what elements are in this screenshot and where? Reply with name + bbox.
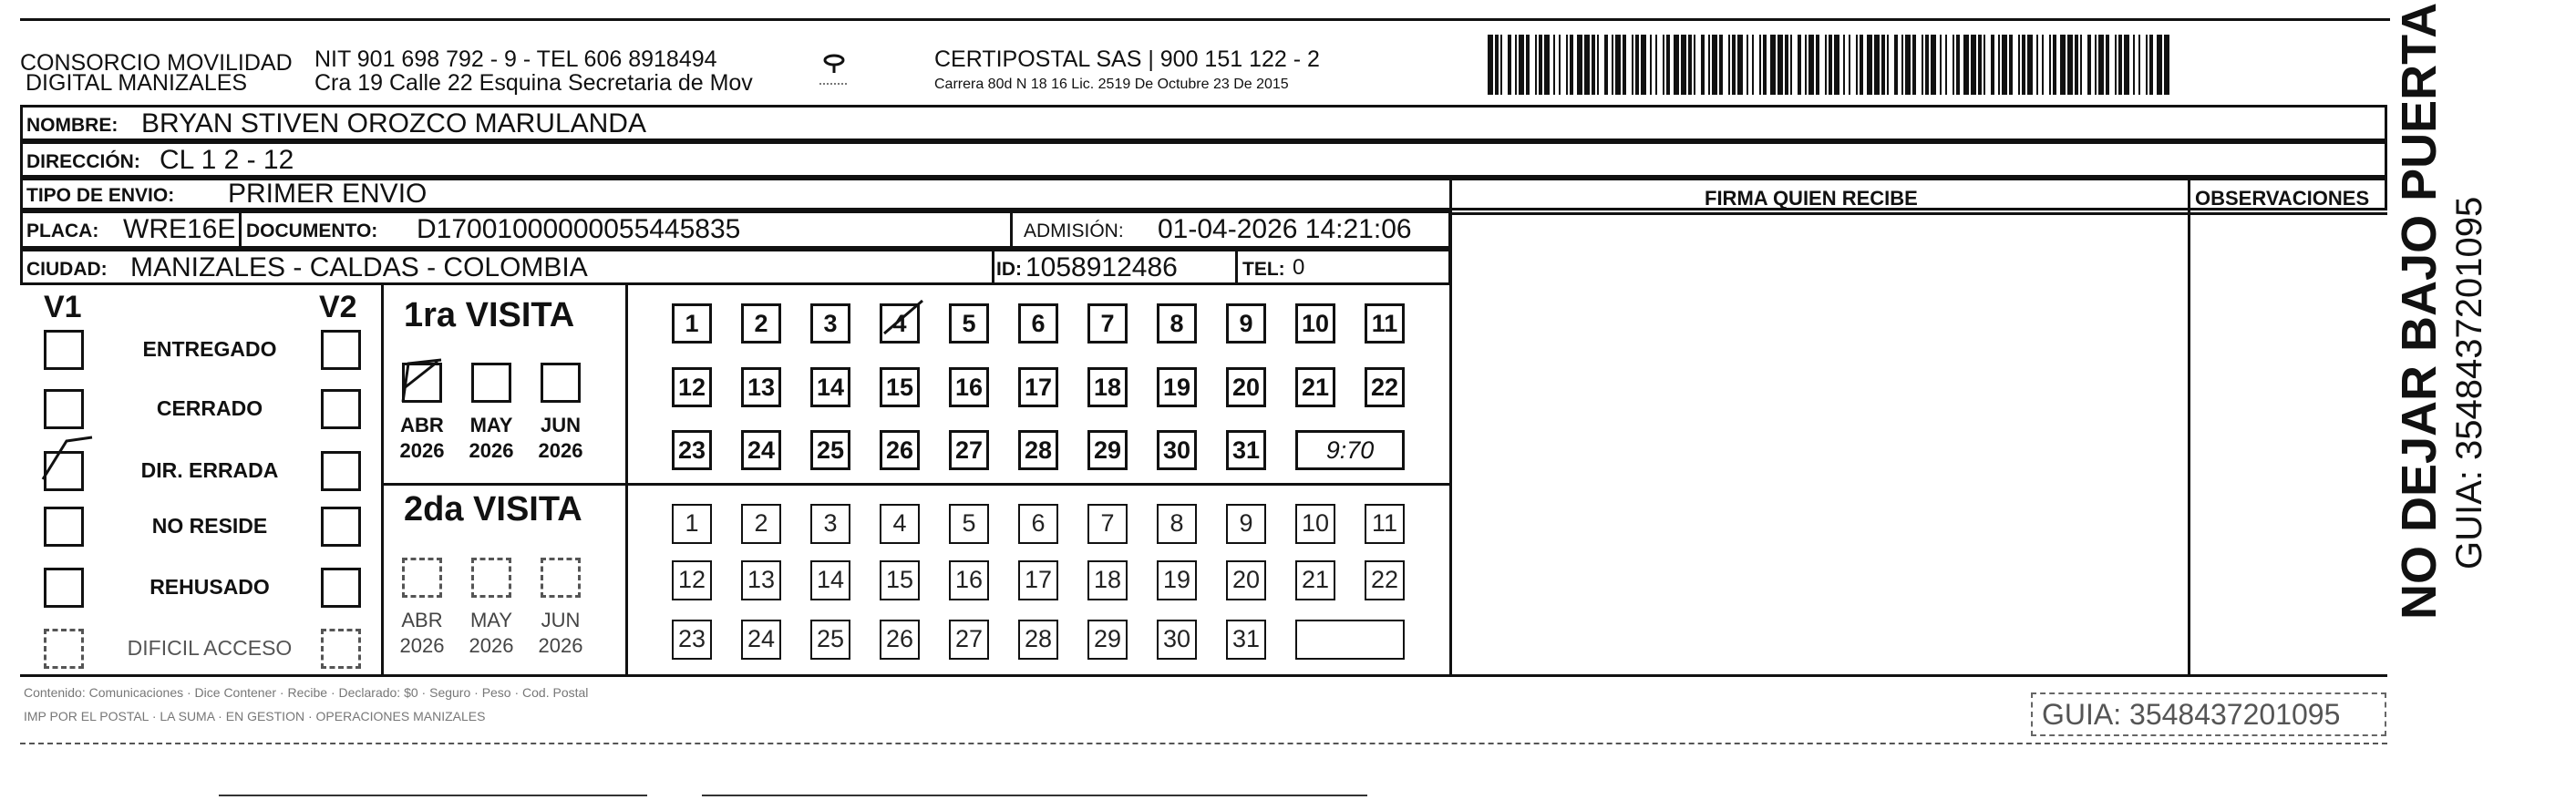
visit1-year-label: 2026 bbox=[538, 439, 583, 462]
recipient-address: CL 1 2 - 12 bbox=[160, 145, 294, 175]
visit1-day-6[interactable]: 6 bbox=[1018, 303, 1058, 344]
visit2-month-label: ABR bbox=[401, 609, 443, 631]
visit2-day-14[interactable]: 14 bbox=[810, 560, 850, 600]
divider-document bbox=[1010, 210, 1013, 249]
visit1-title: 1ra VISITA bbox=[404, 296, 575, 334]
divider-plate bbox=[239, 210, 242, 249]
divider-tel bbox=[1235, 249, 1238, 285]
visit1-day-19[interactable]: 19 bbox=[1157, 367, 1197, 407]
visit2-day-25[interactable]: 25 bbox=[810, 620, 850, 660]
status-label: CERRADO bbox=[156, 396, 263, 420]
visit1-day-31[interactable]: 31 bbox=[1226, 430, 1266, 470]
visit1-day-11[interactable]: 11 bbox=[1365, 303, 1405, 344]
company-nit: NIT 901 698 792 - 9 - TEL 606 8918494 bbox=[314, 46, 717, 72]
plate-row bbox=[20, 210, 1451, 249]
visit1-day-29[interactable]: 29 bbox=[1087, 430, 1128, 470]
tel-value: 0 bbox=[1293, 255, 1305, 280]
visit2-day-5[interactable]: 5 bbox=[949, 504, 989, 544]
v2-checkbox-cerrado[interactable] bbox=[321, 389, 361, 429]
status-label: NO RESIDE bbox=[151, 514, 268, 538]
visit2-day-28[interactable]: 28 bbox=[1018, 620, 1058, 660]
visit1-day-15[interactable]: 15 bbox=[880, 367, 920, 407]
visit1-month-checkbox-jun[interactable] bbox=[541, 363, 581, 403]
v2-header: V2 bbox=[319, 290, 357, 324]
tel-label: TEL: bbox=[1242, 259, 1285, 280]
v2-checkbox-entregado[interactable] bbox=[321, 330, 361, 370]
divider-id bbox=[992, 249, 994, 285]
v1-checkbox-entregado[interactable] bbox=[44, 330, 84, 370]
name-row bbox=[20, 105, 2387, 141]
signature-header: FIRMA QUIEN RECIBE bbox=[1705, 187, 1918, 210]
v2-checkbox-dificil-acceso[interactable] bbox=[321, 629, 361, 669]
admission-value: 01-04-2026 14:21:06 bbox=[1158, 214, 1412, 244]
observations-header: OBSERVACIONES bbox=[2195, 187, 2370, 210]
signature-area[interactable] bbox=[1454, 215, 2183, 671]
footer-guide-text: GUIA: 3548437201095 bbox=[2042, 698, 2341, 731]
admission-label: ADMISIÓN: bbox=[1024, 221, 1124, 241]
visit2-day-11[interactable]: 11 bbox=[1365, 504, 1405, 544]
visit1-day-7[interactable]: 7 bbox=[1087, 303, 1128, 344]
visit1-month-checkbox-may[interactable] bbox=[471, 363, 511, 403]
visit1-day-17[interactable]: 17 bbox=[1018, 367, 1058, 407]
visit1-day-8[interactable]: 8 bbox=[1157, 303, 1197, 344]
courier-line1: CERTIPOSTAL SAS | 900 151 122 - 2 bbox=[934, 46, 1320, 72]
day-check-mark bbox=[879, 297, 933, 361]
plate-value: WRE16E bbox=[123, 214, 236, 244]
visit1-day-21[interactable]: 21 bbox=[1295, 367, 1335, 407]
visit1-time-box[interactable] bbox=[1295, 430, 1405, 470]
footer-bottom-line bbox=[20, 743, 2387, 744]
top-rule bbox=[20, 18, 2390, 21]
observations-area[interactable] bbox=[2192, 215, 2384, 671]
visit1-day-2[interactable]: 2 bbox=[741, 303, 781, 344]
visit1-day-4[interactable]: 4 bbox=[880, 303, 920, 344]
visit2-time-box[interactable] bbox=[1295, 620, 1405, 660]
courier-line2: Carrera 80d N 18 16 Lic. 2519 De Octubre 23 De 2015 bbox=[934, 77, 1289, 92]
visit2-day-6[interactable]: 6 bbox=[1018, 504, 1058, 544]
visit1-month-checkbox-abr[interactable] bbox=[402, 363, 442, 403]
visit2-day-21[interactable]: 21 bbox=[1295, 560, 1335, 600]
visit2-month-checkbox-may[interactable] bbox=[471, 558, 511, 598]
visit2-day-18[interactable]: 18 bbox=[1087, 560, 1128, 600]
visit2-day-30[interactable]: 30 bbox=[1157, 620, 1197, 660]
barcode bbox=[1488, 35, 2169, 95]
visit2-day-12[interactable]: 12 bbox=[672, 560, 712, 600]
visit2-day-24[interactable]: 24 bbox=[741, 620, 781, 660]
visit2-day-9[interactable]: 9 bbox=[1226, 504, 1266, 544]
certipostal-logo-icon bbox=[816, 51, 852, 93]
visit1-day-23[interactable]: 23 bbox=[672, 430, 712, 470]
scan-line-1 bbox=[219, 795, 647, 796]
visit1-year-label: 2026 bbox=[399, 439, 445, 462]
visit1-day-25[interactable]: 25 bbox=[810, 430, 850, 470]
visit2-day-19[interactable]: 19 bbox=[1157, 560, 1197, 600]
visit1-day-26[interactable]: 26 bbox=[880, 430, 920, 470]
v2-checkbox-dir-errada[interactable] bbox=[321, 451, 361, 491]
signature-left-border bbox=[1449, 178, 1452, 674]
visit-divider bbox=[381, 483, 1449, 486]
id-label: ID: bbox=[996, 259, 1022, 280]
visit1-day-12[interactable]: 12 bbox=[672, 367, 712, 407]
shipment-label: TIPO DE ENVIO: bbox=[26, 185, 175, 206]
name-label: NOMBRE: bbox=[26, 115, 118, 136]
visit1-month-divider bbox=[625, 285, 628, 674]
visit1-day-10[interactable]: 10 bbox=[1295, 303, 1335, 344]
visit1-day-24[interactable]: 24 bbox=[741, 430, 781, 470]
footer-guide-box bbox=[2031, 692, 2386, 736]
visit2-day-17[interactable]: 17 bbox=[1018, 560, 1058, 600]
visit2-day-2[interactable]: 2 bbox=[741, 504, 781, 544]
visit1-day-14[interactable]: 14 bbox=[810, 367, 850, 407]
visit2-year-label: 2026 bbox=[399, 634, 445, 657]
visit2-day-16[interactable]: 16 bbox=[949, 560, 989, 600]
v1-checkbox-cerrado[interactable] bbox=[44, 389, 84, 429]
form-bottom-line bbox=[20, 674, 2387, 677]
status-label: ENTREGADO bbox=[142, 337, 277, 361]
no-dejar-bajo-puerta-text: NO DEJAR BAJO PUERTA bbox=[2392, 2, 2447, 620]
visit1-day-9[interactable]: 9 bbox=[1226, 303, 1266, 344]
v1-checkbox-dificil-acceso[interactable] bbox=[44, 629, 84, 669]
v1-checkbox-rehusado[interactable] bbox=[44, 568, 84, 608]
id-value: 1058912486 bbox=[1025, 252, 1178, 282]
document-value: D17001000000055445835 bbox=[417, 214, 741, 244]
visit1-month-label: ABR bbox=[400, 414, 444, 436]
status-label: DIFICIL ACCESO bbox=[127, 636, 293, 660]
handwritten-time: 9:70 bbox=[1325, 436, 1375, 464]
side-guide-number: GUIA: 3548437201095 bbox=[2449, 196, 2489, 569]
visit2-year-label: 2026 bbox=[469, 634, 514, 657]
visit2-day-27[interactable]: 27 bbox=[949, 620, 989, 660]
visit2-day-7[interactable]: 7 bbox=[1087, 504, 1128, 544]
company-address: Cra 19 Calle 22 Esquina Secretaria de Mov bbox=[314, 70, 753, 96]
footer-fine-line2: IMP POR EL POSTAL · LA SUMA · EN GESTION · OPERACIONES MANIZALES bbox=[24, 709, 486, 723]
visit1-day-1[interactable]: 1 bbox=[672, 303, 712, 344]
visit2-day-13[interactable]: 13 bbox=[741, 560, 781, 600]
observations-left-border bbox=[2188, 178, 2190, 674]
visit2-day-15[interactable]: 15 bbox=[880, 560, 920, 600]
visit2-day-22[interactable]: 22 bbox=[1365, 560, 1405, 600]
visit1-day-30[interactable]: 30 bbox=[1157, 430, 1197, 470]
visit1-day-28[interactable]: 28 bbox=[1018, 430, 1058, 470]
footer-fine-line1: Contenido: Comunicaciones · Dice Contener · Recibe · Declarado: $0 · Seguro · Peso · Cod. Postal bbox=[24, 685, 589, 700]
visit1-month-label: JUN bbox=[540, 414, 581, 436]
visit1-day-3[interactable]: 3 bbox=[810, 303, 850, 344]
city-label: CIUDAD: bbox=[26, 259, 108, 280]
visit1-day-22[interactable]: 22 bbox=[1365, 367, 1405, 407]
status-label: DIR. ERRADA bbox=[140, 458, 279, 482]
visit2-day-1[interactable]: 1 bbox=[672, 504, 712, 544]
visit1-year-label: 2026 bbox=[469, 439, 514, 462]
v1-checkbox-dir-errada[interactable] bbox=[44, 451, 84, 491]
status-divider bbox=[381, 285, 384, 674]
plate-label: PLACA: bbox=[26, 221, 99, 241]
visit1-day-5[interactable]: 5 bbox=[949, 303, 989, 344]
recipient-name: BRYAN STIVEN OROZCO MARULANDA bbox=[141, 108, 646, 138]
v1-header: V1 bbox=[44, 290, 82, 324]
visit1-month-label: MAY bbox=[469, 414, 513, 436]
company-name-line2: DIGITAL MANIZALES bbox=[26, 70, 248, 96]
visit2-day-4[interactable]: 4 bbox=[880, 504, 920, 544]
visit2-day-20[interactable]: 20 bbox=[1226, 560, 1266, 600]
visit2-month-label: MAY bbox=[469, 609, 513, 631]
visit1-day-18[interactable]: 18 bbox=[1087, 367, 1128, 407]
v2-checkbox-rehusado[interactable] bbox=[321, 568, 361, 608]
visit2-day-29[interactable]: 29 bbox=[1087, 620, 1128, 660]
scan-line-2 bbox=[702, 795, 1367, 796]
visit2-day-8[interactable]: 8 bbox=[1157, 504, 1197, 544]
city-value: MANIZALES - CALDAS - COLOMBIA bbox=[130, 252, 588, 282]
visit2-year-label: 2026 bbox=[538, 634, 583, 657]
visit2-day-23[interactable]: 23 bbox=[672, 620, 712, 660]
visit1-day-20[interactable]: 20 bbox=[1226, 367, 1266, 407]
visit2-day-26[interactable]: 26 bbox=[880, 620, 920, 660]
address-label: DIRECCIÓN: bbox=[26, 151, 140, 172]
shipment-row bbox=[20, 178, 2387, 210]
shipment-type: PRIMER ENVIO bbox=[228, 179, 428, 209]
company-name-line1: CONSORCIO MOVILIDAD bbox=[20, 50, 293, 76]
visit2-month-checkbox-abr[interactable] bbox=[402, 558, 442, 598]
status-label: REHUSADO bbox=[149, 575, 270, 599]
v2-checkbox-no-reside[interactable] bbox=[321, 507, 361, 547]
visit2-day-3[interactable]: 3 bbox=[810, 504, 850, 544]
v1-checkbox-no-reside[interactable] bbox=[44, 507, 84, 547]
address-row bbox=[20, 141, 2387, 178]
visit2-month-label: JUN bbox=[541, 609, 581, 631]
visit2-day-10[interactable]: 10 bbox=[1295, 504, 1335, 544]
visit2-title: 2da VISITA bbox=[404, 490, 582, 528]
visit2-month-checkbox-jun[interactable] bbox=[541, 558, 581, 598]
visit2-day-31[interactable]: 31 bbox=[1226, 620, 1266, 660]
document-label: DOCUMENTO: bbox=[246, 221, 378, 241]
visit1-day-27[interactable]: 27 bbox=[949, 430, 989, 470]
visit1-day-13[interactable]: 13 bbox=[741, 367, 781, 407]
visit1-day-16[interactable]: 16 bbox=[949, 367, 989, 407]
